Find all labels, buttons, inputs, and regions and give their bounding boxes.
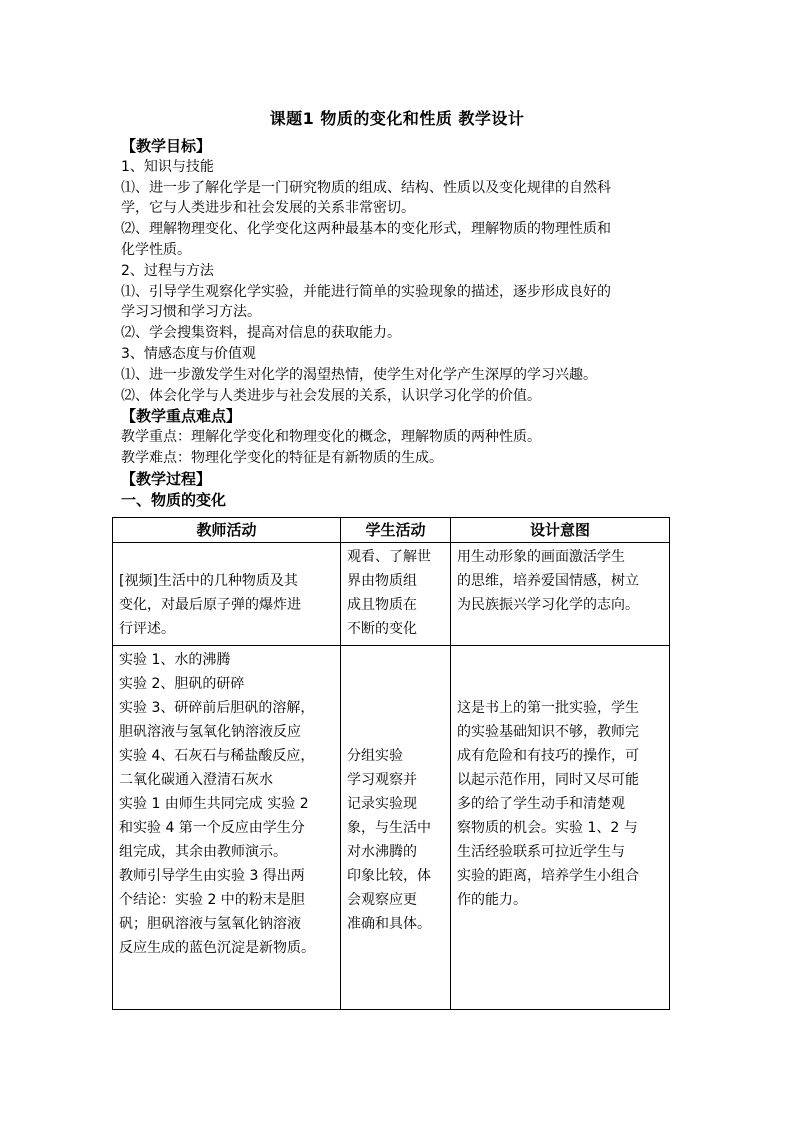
table-header-row [113, 518, 670, 543]
cell-text-line: [视频]生活中的几种物质及其 [119, 573, 298, 589]
cell-text-line: 准确和具体。 [347, 916, 431, 932]
table-cell-teacher [113, 543, 341, 646]
section-heading: 【教学重点难点】 [121, 407, 242, 426]
body-line: ⑴、进一步了解化学是一门研究物质的组成、结构、性质以及变化规律的自然科 [121, 179, 611, 196]
cell-text-line: 的思维，培养爱国情感，树立 [457, 573, 639, 589]
cell-text-line: 和实验 4 第一个反应由学生分 [119, 820, 305, 836]
column-header-student: 学生活动 [341, 518, 451, 543]
cell-text-line: 二氧化碳通入澄清石灰水 [119, 772, 273, 788]
cell-text-line: 成有危险和有技巧的操作，可 [457, 748, 639, 764]
cell-text-line: 察物质的机会。实验 1、2 与 [457, 820, 638, 836]
cell-text-line: 多的给了学生动手和清楚观 [457, 796, 625, 812]
lesson-table [112, 517, 670, 1010]
document-body [121, 136, 681, 510]
cell-text-line [347, 672, 444, 696]
body-line: 2、过程与方法 [121, 262, 214, 279]
table-cell-intent [451, 543, 670, 646]
cell-text-line: 个结论：实验 2 中的粉末是胆 [119, 892, 305, 908]
cell-text-line: 行评述。 [119, 621, 175, 637]
cell-text-line [347, 648, 444, 672]
cell-text-line: 会观察应更 [347, 892, 417, 908]
cell-text-line: 不断的变化 [347, 621, 417, 637]
cell-text-line: 实验 1、水的沸腾 [119, 652, 231, 668]
body-line: 1、知识与技能 [121, 158, 214, 175]
cell-text-line: 矾；胆矾溶液与氢氧化钠溶液 [119, 916, 301, 932]
body-line: 学习习惯和学习方法。 [121, 304, 261, 321]
cell-text-line: 以起示范作用，同时又尽可能 [457, 772, 639, 788]
cell-text-line: 学习观察并 [347, 772, 417, 788]
cell-text-line [457, 672, 663, 696]
cell-text-line: 胆矾溶液与氢氧化钠溶液反应 [119, 724, 301, 740]
body-line: 化学性质。 [121, 241, 191, 258]
cell-text-line: 记录实验现 [347, 796, 417, 812]
cell-text-line [347, 720, 444, 744]
cell-text-line [457, 648, 663, 672]
cell-text-line: 变化，对最后原子弹的爆炸进 [119, 597, 301, 613]
cell-text-line: 为民族振兴学习化学的志向。 [457, 597, 639, 613]
body-line: ⑵、体会化学与人类进步与社会发展的关系，认识学习化学的价值。 [121, 387, 541, 404]
table-cell-intent [451, 646, 670, 1010]
cell-text-line [347, 696, 444, 720]
cell-text-line: 实验的距离，培养学生小组合 [457, 868, 639, 884]
cell-text-line: 用生动形象的画面激活学生 [457, 549, 625, 565]
body-line: ⑴、引导学生观察化学实验，并能进行简单的实验现象的描述，逐步形成良好的 [121, 283, 611, 300]
section-heading: 【教学过程】 [121, 469, 212, 488]
cell-text-line: 实验 4、石灰石与稀盐酸反应， [119, 748, 315, 764]
section-heading: 一、物质的变化 [121, 490, 227, 509]
table-cell-student [341, 646, 451, 1010]
section-heading: 【教学目标】 [121, 137, 212, 155]
column-header-teacher: 教师活动 [113, 518, 341, 543]
body-line: 学，它与人类进步和社会发展的关系非常密切。 [121, 200, 415, 217]
table-cell-teacher [113, 646, 341, 1010]
table-row [113, 543, 670, 646]
cell-text-line: 分组实验 [347, 748, 403, 764]
cell-text-line: 实验 1 由师生共同完成 实验 2 [119, 796, 309, 812]
body-line: 3、情感态度与价值观 [121, 345, 256, 362]
cell-text-line: 对水沸腾的 [347, 844, 417, 860]
cell-text-line: 印象比较，体 [347, 868, 431, 884]
cell-text-line [119, 545, 334, 569]
cell-text-line: 实验 3、研碎前后胆矾的溶解， [119, 700, 315, 716]
cell-text-line: 反应生成的蓝色沉淀是新物质。 [119, 940, 315, 956]
column-header-intent: 设计意图 [451, 518, 670, 543]
body-line: 教学难点：物理化学变化的特征是有新物质的生成。 [121, 449, 443, 466]
cell-text-line: 界由物质组 [347, 573, 417, 589]
page-title: 课题1 物质的变化和性质 教学设计 [269, 109, 525, 128]
body-line: ⑵、学会搜集资料，提高对信息的获取能力。 [121, 325, 401, 342]
cell-text-line: 实验 2、胆矾的研碎 [119, 676, 245, 692]
table-row [113, 646, 670, 1010]
body-line: 教学重点：理解化学变化和物理变化的概念，理解物质的两种性质。 [121, 429, 541, 446]
cell-text-line: 象，与生活中 [347, 820, 431, 836]
cell-text-line: 生活经验联系可拉近学生与 [457, 844, 625, 860]
cell-text-line: 组完成，其余由教师演示。 [119, 844, 287, 860]
body-line: ⑵、理解物理变化、化学变化这两种最基本的变化形式，理解物质的物理性质和 [121, 221, 611, 238]
body-line: ⑴、进一步激发学生对化学的渴望热情，使学生对化学产生深厚的学习兴趣。 [121, 366, 597, 383]
cell-text-line: 观看、了解世 [347, 549, 431, 565]
table-cell-student [341, 543, 451, 646]
cell-text-line: 教师引导学生由实验 3 得出两 [119, 868, 305, 884]
cell-text-line: 成且物质在 [347, 597, 417, 613]
cell-text-line: 的实验基础知识不够，教师完 [457, 724, 639, 740]
cell-text-line: 这是书上的第一批实验，学生 [457, 700, 639, 716]
cell-text-line: 作的能力。 [457, 892, 527, 908]
